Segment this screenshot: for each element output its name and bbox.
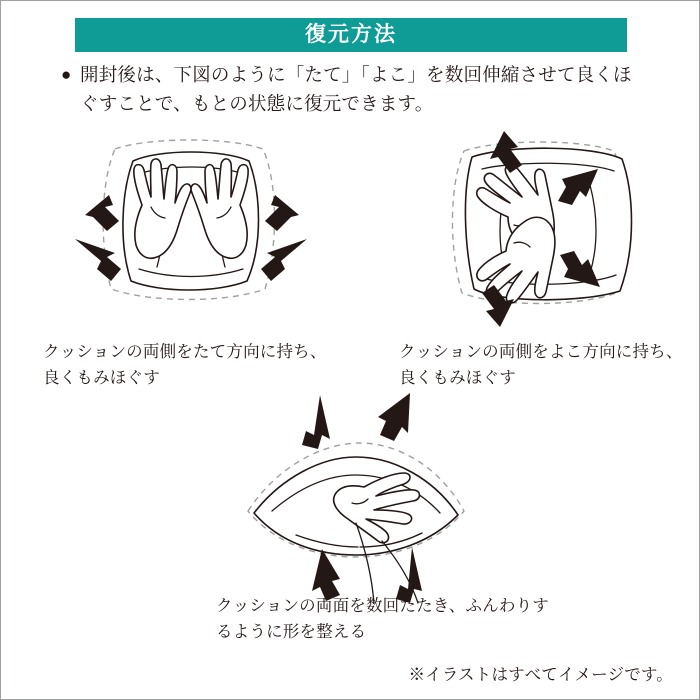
arrow-down-right-icon bbox=[261, 239, 307, 281]
arrow-up-right-icon bbox=[265, 195, 299, 231]
bullet-icon: ● bbox=[61, 65, 72, 84]
arrow-up-top-right-icon bbox=[378, 393, 410, 441]
figure-pat bbox=[196, 391, 516, 606]
caption-horizontal: クッションの両側をよこ方向に持ち、良くもみほぐす bbox=[399, 343, 683, 388]
figure-pat-illustration bbox=[196, 391, 516, 606]
figure-horizontal bbox=[386, 121, 686, 336]
arrow-up-left-icon bbox=[85, 195, 119, 231]
footnote: ※イラストはすべてイメージです。 bbox=[408, 666, 673, 684]
lead-paragraph bbox=[61, 61, 641, 118]
arrow-down-top-left-icon bbox=[302, 395, 330, 449]
page-title: 復元方法 bbox=[305, 23, 397, 46]
header-banner bbox=[75, 18, 627, 52]
figure-vertical-illustration bbox=[41, 121, 341, 336]
arrow-down-left-icon bbox=[75, 239, 121, 281]
caption-vertical: クッションの両側をたて方向に持ち、良くもみほぐす bbox=[43, 343, 327, 388]
caption-pat: クッションの両面を数回たたき、ふんわりするように形を整える bbox=[216, 597, 550, 642]
figure-vertical bbox=[41, 121, 341, 336]
figure-horizontal-illustration bbox=[386, 121, 686, 336]
lead-text: 開封後は、下図のように「たて」「よこ」を数回伸縮させて良くほぐすことで、もとの状態に復元できます。 bbox=[80, 64, 632, 114]
